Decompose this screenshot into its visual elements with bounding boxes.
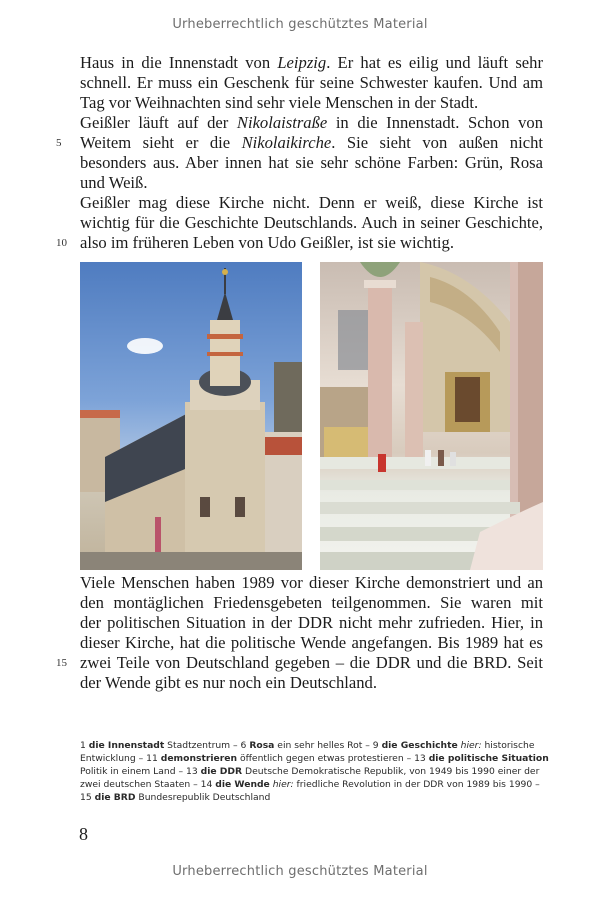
text-line: und Weiß. (80, 173, 148, 192)
glossary-term: demonstrieren (160, 753, 238, 764)
footnote-line (80, 739, 550, 752)
glossary-text: Stadtzentrum – 6 (164, 740, 250, 751)
church-name: Nikolaikirche (241, 133, 332, 152)
copyright-watermark-bottom: Urheberrechtlich geschütztes Material (172, 864, 428, 879)
glossary-text: zwei deutschen Staaten – 14 (80, 779, 216, 790)
photo-church-interior (320, 262, 543, 570)
text-line: schnell. Er muss ein Geschenk für seine Schwester kaufen. Und am (80, 73, 543, 92)
footnote-line (80, 791, 550, 804)
glossary-term: die politische Situation (428, 753, 549, 764)
church-interior-illustration (320, 262, 543, 570)
glossary-text: öffentlich gegen etwas protestieren – 13 (237, 753, 429, 764)
glossary-footnotes (80, 739, 550, 804)
place-name-leipzig: Leipzig (277, 53, 327, 72)
text-line: der politischen Situation in der DDR nicht mehr zufrieden. Hier, in (80, 613, 543, 632)
copyright-watermark-top: Urheberrechtlich geschütztes Material (172, 17, 428, 32)
church-exterior-illustration (80, 262, 302, 570)
glossary-term: die DDR (200, 766, 243, 777)
text-line: Weitem sieht er die Nikolaikirche. Sie sieht von außen nicht (80, 133, 543, 152)
text-line: den montäglichen Friedensgebeten teilgenommen. Sie waren mit (80, 593, 543, 612)
photo-church-exterior (80, 262, 302, 570)
text-line: der Wende gibt es nur noch ein Deutschland. (80, 673, 377, 692)
page-number: 8 (79, 824, 88, 844)
glossary-qualifier: hier: (272, 779, 294, 790)
text-line: wichtig für die Geschichte Deutschlands. Auch in seiner Geschichte, (80, 213, 543, 232)
glossary-text: 1 (80, 740, 89, 751)
text-line: Viele Menschen haben 1989 vor dieser Kirche demonstriert und an (80, 573, 543, 592)
glossary-term: die Geschichte (381, 740, 458, 751)
glossary-text: 15 (80, 792, 95, 803)
line-number-15: 15 (56, 657, 67, 669)
glossary-text: Deutsche Demokratische Republik, von 1949 bis 1990 einer der (242, 766, 540, 777)
footnote-line (80, 752, 550, 765)
glossary-text: Bundesrepublik Deutschland (135, 792, 271, 803)
text-line: Geißler mag diese Kirche nicht. Denn er weiß, diese Kirche ist (80, 193, 543, 212)
paragraph-1 (80, 53, 543, 253)
glossary-term: die Wende (215, 779, 270, 790)
glossary-term: die BRD (94, 792, 136, 803)
glossary-term: Rosa (249, 740, 275, 751)
glossary-text: Politik in einem Land – 13 (80, 766, 201, 777)
paragraph-2 (80, 573, 543, 693)
text-line: Geißler läuft auf der Nikolaistraße in die Innenstadt. Schon von (80, 113, 543, 132)
text-line: dieser Kirche, hat die politische Wende angefangen. Bis 1989 hat es (80, 633, 543, 652)
street-name: Nikolaistraße (236, 113, 328, 132)
text-line: Tag vor Weihnachten sind sehr viele Menschen in der Stadt. (80, 93, 479, 112)
text-line: besonders aus. Aber innen hat sie sehr schöne Farben: Grün, Rosa (80, 153, 543, 172)
footnote-line (80, 765, 550, 778)
text-line: also im früheren Leben von Udo Geißler, ist sie wichtig. (80, 233, 454, 252)
glossary-text: friedliche Revolution in der DDR von 1989 bis 1990 – (293, 779, 540, 790)
glossary-term: die Innenstadt (88, 740, 165, 751)
glossary-text: ein sehr helles Rot – 9 (274, 740, 382, 751)
line-number-5: 5 (56, 137, 62, 149)
footnote-line (80, 778, 550, 791)
text-line: zwei Teile von Deutschland gegeben – die DDR und die BRD. Seit (80, 653, 543, 672)
glossary-text: historische (481, 740, 535, 751)
glossary-text: Entwicklung – 11 (80, 753, 161, 764)
text-line: Haus in die Innenstadt von Leipzig. Er hat es eilig und läuft sehr (80, 53, 543, 72)
glossary-qualifier: hier: (460, 740, 482, 751)
line-number-10: 10 (56, 237, 67, 249)
